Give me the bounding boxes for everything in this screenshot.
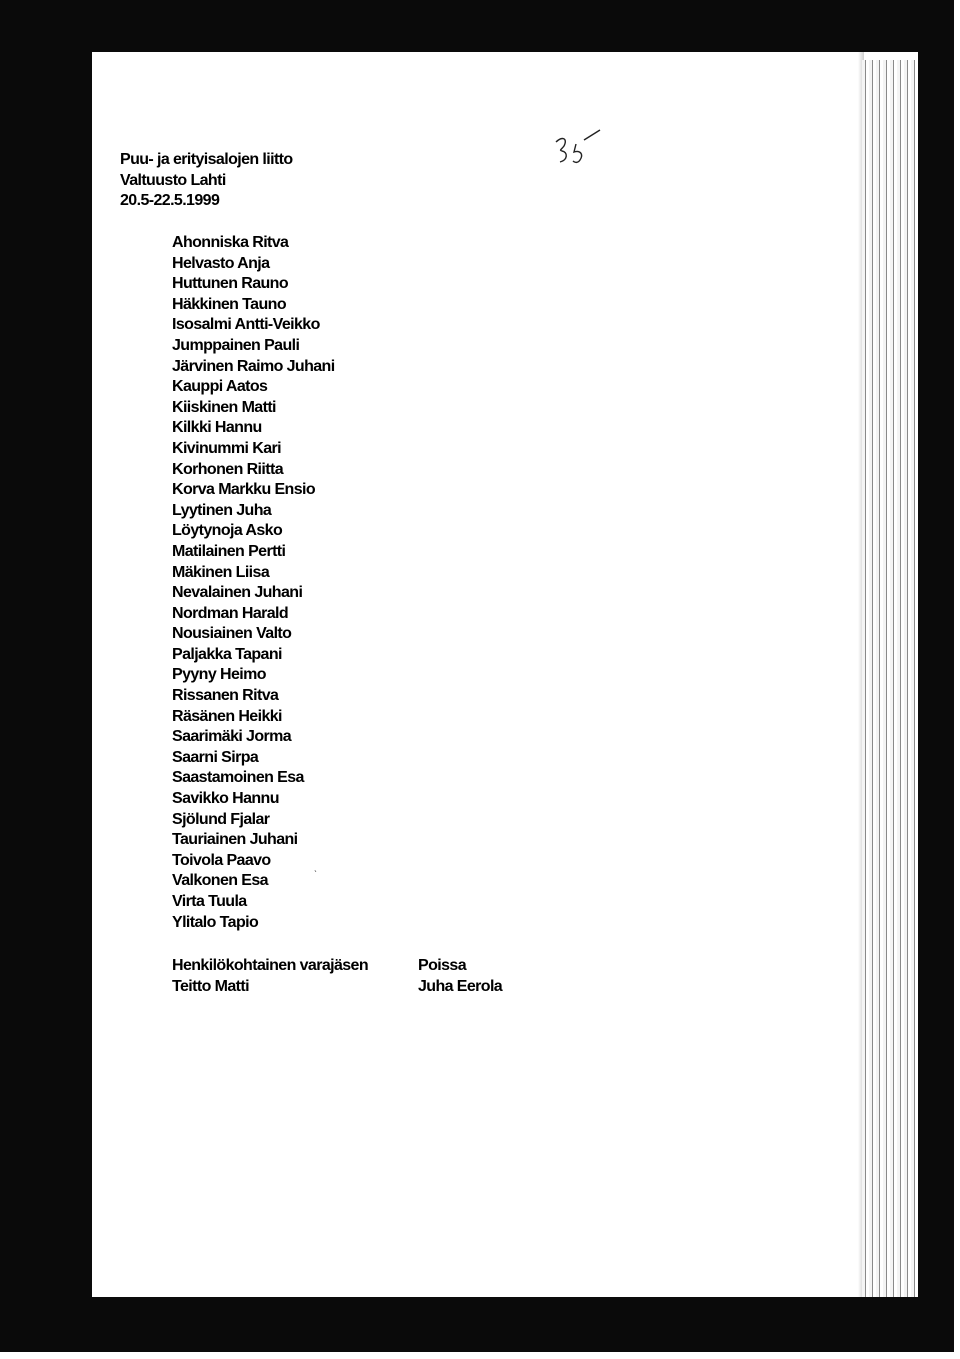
- absent-name: Juha Eerola: [418, 977, 503, 995]
- attendee-name: Lyytinen Juha: [172, 501, 272, 519]
- attendee-name: Räsänen Heikki: [172, 707, 282, 725]
- book-page-edges: [862, 60, 918, 1297]
- attendee-name: Nousiainen Valto: [172, 625, 292, 643]
- scan-border-top: [0, 0, 960, 52]
- document-header: [120, 150, 293, 212]
- substitute-column: [172, 956, 368, 997]
- substitute-name: Teitto Matti: [172, 977, 249, 995]
- attendee-name: Helvasto Anja: [172, 254, 270, 272]
- attendee-name: Kilkki Hannu: [172, 419, 262, 437]
- attendee-name: Matilainen Pertti: [172, 542, 286, 560]
- attendee-name: Korhonen Riitta: [172, 460, 283, 478]
- attendee-name: Savikko Hannu: [172, 790, 279, 808]
- attendee-name: Nordman Harald: [172, 604, 289, 622]
- attendee-name: Kiiskinen Matti: [172, 398, 276, 416]
- attendee-name: Löytynoja Asko: [172, 522, 283, 540]
- scan-border-left: [0, 0, 92, 1359]
- attendee-name: Kauppi Aatos: [172, 378, 268, 396]
- attendee-name: Ylitalo Tapio: [172, 913, 259, 931]
- stray-mark: ˎ: [314, 862, 318, 873]
- handwritten-page-number-icon: [548, 126, 604, 170]
- attendee-name: Tauriainen Juhani: [172, 831, 298, 849]
- substitute-heading: Henkilökohtainen varajäsen: [172, 957, 369, 974]
- organization-name: Puu- ja erityisalojen liitto: [120, 151, 293, 168]
- attendee-name: Isosalmi Antti-Veikko: [172, 316, 320, 334]
- attendee-name: Kivinummi Kari: [172, 439, 281, 457]
- absent-heading: Poissa: [418, 957, 466, 974]
- attendee-name: Toivola Paavo: [172, 851, 271, 869]
- attendee-name: Ahonniska Ritva: [172, 234, 289, 251]
- attendee-name: Saarimäki Jorma: [172, 728, 292, 746]
- scan-margin-right: [954, 0, 960, 1359]
- attendee-name: Häkkinen Tauno: [172, 295, 286, 313]
- attendee-name: Rissanen Ritva: [172, 687, 279, 705]
- attendee-name: Valkonen Esa: [172, 872, 268, 890]
- attendee-name: Saarni Sirpa: [172, 748, 259, 766]
- meeting-dates: 20.5-22.5.1999: [120, 192, 220, 210]
- attendee-name: Korva Markku Ensio: [172, 481, 316, 499]
- attendee-name: Jumppainen Pauli: [172, 336, 300, 354]
- attendee-name: Nevalainen Juhani: [172, 584, 303, 602]
- attendee-name: Pyyny Heimo: [172, 666, 266, 684]
- attendee-name: Mäkinen Liisa: [172, 563, 270, 581]
- scan-margin-bottom: [0, 1352, 960, 1359]
- attendee-name: Huttunen Rauno: [172, 275, 289, 293]
- attendee-name: Saastamoinen Esa: [172, 769, 304, 787]
- absent-column: [418, 956, 502, 997]
- attendee-name: Sjölund Fjalar: [172, 810, 270, 828]
- attendee-list: [172, 233, 335, 933]
- attendee-name: Järvinen Raimo Juhani: [172, 357, 335, 375]
- attendee-name: Paljakka Tapani: [172, 645, 282, 663]
- scan-border-bottom: [0, 1297, 960, 1359]
- handwritten-page-number: [548, 126, 604, 170]
- attendee-name: Virta Tuula: [172, 893, 247, 910]
- meeting-title: Valtuusto Lahti: [120, 171, 226, 189]
